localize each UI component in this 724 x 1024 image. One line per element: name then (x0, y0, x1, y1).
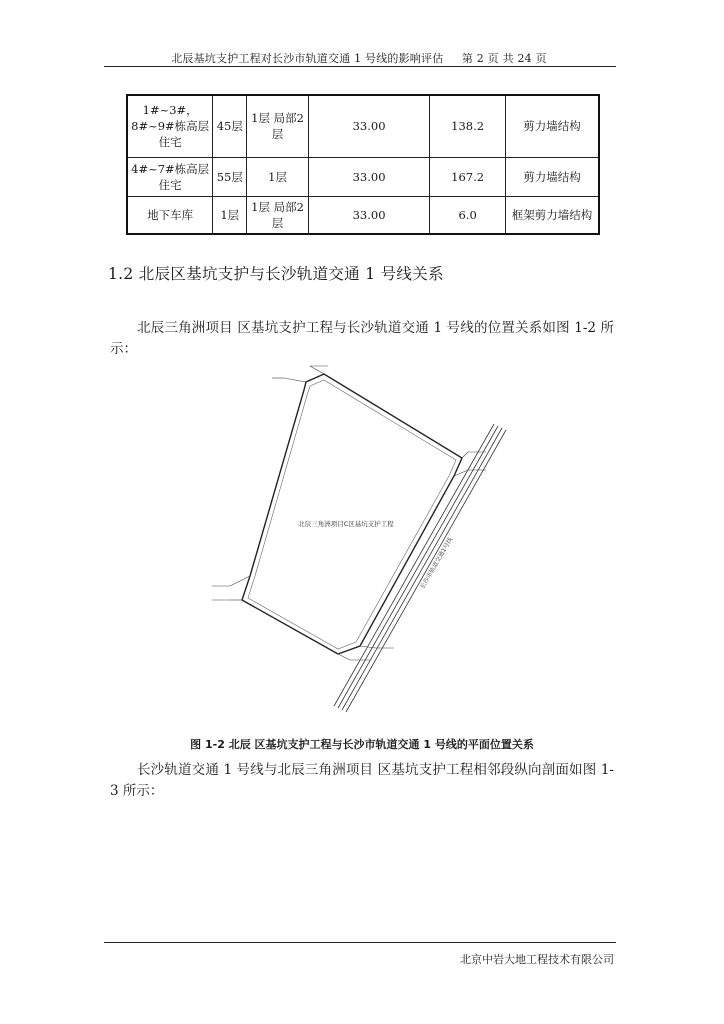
callout-marks (212, 366, 486, 660)
site-label: 北辰三角洲项目C区基坑支护工程 (298, 520, 394, 528)
structure-cell: 剪力墙结构 (506, 95, 600, 157)
table-row (127, 157, 599, 196)
floors-below-cell: 1层 (247, 157, 309, 196)
section-heading: 1.2 北辰区基坑支护与长沙轨道交通 1 号线关系 (108, 265, 444, 283)
footer-company: 北京中岩大地工程技术有限公司 (460, 953, 614, 966)
structure-cell: 剪力墙结构 (506, 157, 600, 196)
site-plan-figure (200, 360, 530, 716)
pit-outline (242, 374, 462, 654)
floors-above-cell: 1层 (213, 196, 247, 234)
depth-cell: 33.00 (308, 157, 429, 196)
paragraph-position-relation: 北辰三角洲项目 区基坑支护工程与长沙轨道交通 1 号线的位置关系如图 1-2 所示： (110, 320, 614, 357)
building-name-cell: 地下车库 (127, 196, 213, 234)
table-row (127, 196, 599, 234)
header-title: 北辰基坑支护工程对长沙市轨道交通 1 号线的影响评估 (171, 52, 444, 65)
floors-below-cell: 1层 局部2层 (247, 95, 309, 157)
height-cell: 6.0 (430, 196, 506, 234)
depth-cell: 33.00 (308, 95, 429, 157)
buildings-table (126, 94, 600, 235)
header-page-label: 第 2 页 共 24 页 (461, 52, 547, 65)
height-cell: 167.2 (430, 157, 506, 196)
floors-below-cell: 1层 局部2层 (247, 196, 309, 234)
building-name-cell: 1#~3#，8#~9#栋高层住宅 (127, 95, 213, 157)
paragraph-profile-intro: 长沙轨道交通 1 号线与北辰三角洲项目 区基坑支护工程相邻段纵向剖面如图 1-3 所示： (110, 762, 614, 799)
rail-label: 长沙市轨道交通1号线 (419, 536, 455, 591)
building-name-cell: 4#~7#栋高层住宅 (127, 157, 213, 196)
figure-caption: 图 1-2 北辰 区基坑支护工程与长沙市轨道交通 1 号线的平面位置关系 (190, 738, 534, 751)
table-row (127, 95, 599, 157)
header-rule (104, 66, 616, 67)
rail-lines (334, 424, 506, 712)
page-header (104, 50, 614, 64)
height-cell: 138.2 (430, 95, 506, 157)
floors-above-cell: 55层 (213, 157, 247, 196)
structure-cell: 框架剪力墙结构 (506, 196, 600, 234)
depth-cell: 33.00 (308, 196, 429, 234)
floors-above-cell: 45层 (213, 95, 247, 157)
footer-rule (104, 942, 616, 943)
